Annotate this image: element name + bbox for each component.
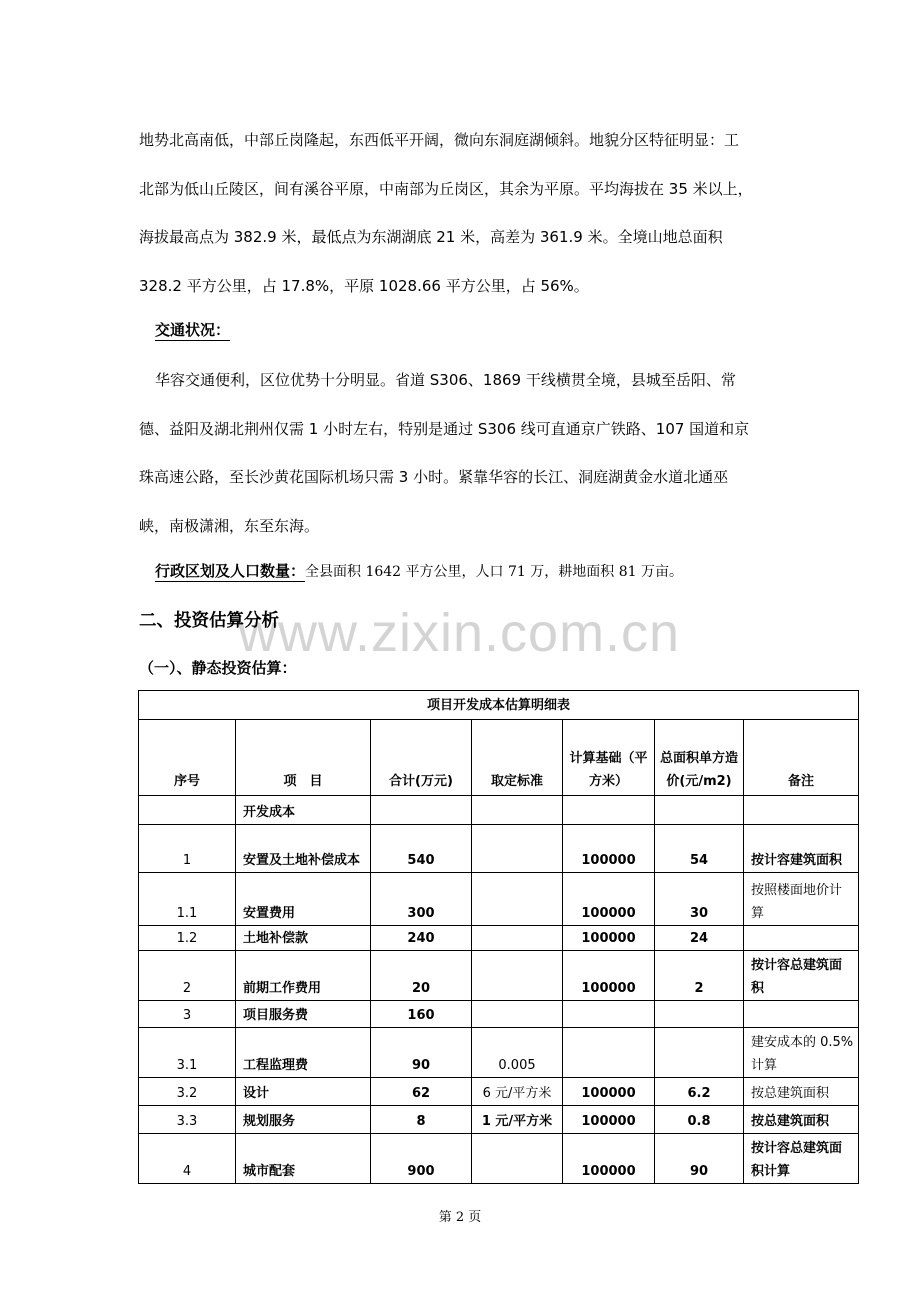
cell-total: 900: [371, 1134, 472, 1184]
cell-standard: [472, 1001, 563, 1028]
cell-seq: 1: [139, 825, 236, 873]
cell-item: 工程监理费: [236, 1028, 371, 1078]
cell-standard: 0.005: [472, 1028, 563, 1078]
table-title: 项目开发成本估算明细表: [139, 691, 859, 720]
cell-base: [563, 1001, 655, 1028]
cell-total: 540: [371, 825, 472, 873]
terrain-paragraph: [139, 116, 789, 310]
cell-standard: 6 元/平方米: [472, 1078, 563, 1106]
cell-total: 8: [371, 1106, 472, 1134]
traffic-paragraph: [139, 356, 789, 550]
table-row: [139, 1078, 859, 1106]
header-base: 计算基础（平方米）: [563, 720, 655, 796]
cell-seq: 2: [139, 951, 236, 1001]
cell-standard: [472, 926, 563, 951]
cell-seq: 3.1: [139, 1028, 236, 1078]
admin-label: 行政区划及人口数量：: [155, 562, 306, 580]
cell-item: 前期工作费用: [236, 951, 371, 1001]
cell-unit-cost: [655, 1001, 744, 1028]
cell-seq: [139, 796, 236, 825]
cell-item: 开发成本: [236, 796, 371, 825]
terrain-line: 北部为低山丘陵区，间有溪谷平原，中南部为丘岗区，其余为平原。平均海拔在 35 米以上，: [139, 179, 753, 198]
cell-base: 100000: [563, 1134, 655, 1184]
section-2-1-title: （一）、静态投资估算：: [139, 659, 297, 677]
cell-standard: [472, 796, 563, 825]
cell-seq: 1.2: [139, 926, 236, 951]
table-row: [139, 951, 859, 1001]
table-row: [139, 873, 859, 926]
traffic-line: 华容交通便利，区位优势十分明显。省道 S306、1869 干线横贯全境，县城至岳阳、常: [155, 371, 736, 389]
terrain-line: 328.2 平方公里，占 17.8%，平原 1028.66 平方公里，占 56%。: [139, 276, 589, 295]
terrain-line: 地势北高南低，中部丘岗隆起，东西低平开阔，微向东洞庭湖倾斜。地貌分区特征明显：工: [139, 131, 740, 149]
header-unit-cost: 总面积单方造价(元/m2): [655, 720, 744, 796]
cell-total: 90: [371, 1028, 472, 1078]
cell-base: 100000: [563, 825, 655, 873]
cell-item: 项目服务费: [236, 1001, 371, 1028]
cell-item: 设计: [236, 1078, 371, 1106]
cell-seq: 3: [139, 1001, 236, 1028]
watermark: www.zixin.com.cn: [238, 603, 681, 663]
cell-base: [563, 1028, 655, 1078]
header-remark: 备注: [744, 720, 859, 796]
cell-seq: 3.2: [139, 1078, 236, 1106]
cell-standard: [472, 1134, 563, 1184]
cell-base: 100000: [563, 1078, 655, 1106]
cell-total: 160: [371, 1001, 472, 1028]
traffic-line: 珠高速公路，至长沙黄花国际机场只需 3 小时。紧靠华容的长江、洞庭湖黄金水道北通巫: [139, 468, 729, 486]
table-row: [139, 1001, 859, 1028]
header-standard: 取定标准: [472, 720, 563, 796]
cell-item: 土地补偿款: [236, 926, 371, 951]
cell-seq: 3.3: [139, 1106, 236, 1134]
cell-total: 300: [371, 873, 472, 926]
header-seq: 序号: [139, 720, 236, 796]
traffic-heading: [155, 319, 230, 340]
table-row: [139, 796, 859, 825]
cell-remark: 按总建筑面积: [744, 1078, 859, 1106]
table-title-row: [139, 691, 859, 720]
cell-seq: 1.1: [139, 873, 236, 926]
cell-standard: 1 元/平方米: [472, 1106, 563, 1134]
cell-base: [563, 796, 655, 825]
cell-remark: 按总建筑面积: [744, 1106, 859, 1134]
terrain-line: 海拔最高点为 382.9 米，最低点为东湖湖底 21 米，高差为 361.9 米。全境山地总面积: [139, 228, 723, 246]
cell-total: 20: [371, 951, 472, 1001]
cell-item: 规划服务: [236, 1106, 371, 1134]
section-2-title: 二、投资估算分析: [139, 611, 279, 631]
cost-table: [138, 690, 859, 1184]
cell-remark: [744, 796, 859, 825]
page-number: 第 2 页: [438, 1210, 482, 1225]
cell-standard: [472, 825, 563, 873]
cell-total: 62: [371, 1078, 472, 1106]
cell-base: 100000: [563, 1106, 655, 1134]
cell-base: 100000: [563, 951, 655, 1001]
cell-remark: 按照楼面地价计算: [744, 873, 859, 926]
cell-unit-cost: 54: [655, 825, 744, 873]
cell-total: 240: [371, 926, 472, 951]
traffic-line: 德、益阳及湖北荆州仅需 1 小时左右，特别是通过 S306 线可直通京广铁路、107 国道和京: [139, 419, 750, 438]
table-body: [139, 796, 859, 1184]
cell-total: [371, 796, 472, 825]
cell-unit-cost: 90: [655, 1134, 744, 1184]
table-row: [139, 1134, 859, 1184]
cell-unit-cost: 30: [655, 873, 744, 926]
cell-unit-cost: 24: [655, 926, 744, 951]
cell-remark: [744, 1001, 859, 1028]
cell-unit-cost: 2: [655, 951, 744, 1001]
header-total: 合计(万元): [371, 720, 472, 796]
table-row: [139, 825, 859, 873]
cell-remark: [744, 926, 859, 951]
cell-item: 安置及土地补偿成本: [236, 825, 371, 873]
cell-remark: 按计容总建筑面积: [744, 951, 859, 1001]
admin-text: 全县面积 1642 平方公里，人口 71 万，耕地面积 81 万亩。: [305, 564, 683, 580]
table-header-row: [139, 720, 859, 796]
cell-remark: 按计容建筑面积: [744, 825, 859, 873]
cell-unit-cost: [655, 1028, 744, 1078]
cell-remark: 建安成本的 0.5%计算: [744, 1028, 859, 1078]
traffic-line: 峡，南极潇湘，东至东海。: [139, 516, 320, 535]
cell-base: 100000: [563, 926, 655, 951]
cell-seq: 4: [139, 1134, 236, 1184]
cell-item: 安置费用: [236, 873, 371, 926]
cell-base: 100000: [563, 873, 655, 926]
table-row: [139, 1106, 859, 1134]
cell-unit-cost: 0.8: [655, 1106, 744, 1134]
table-row: [139, 926, 859, 951]
cell-standard: [472, 873, 563, 926]
cell-unit-cost: 6.2: [655, 1078, 744, 1106]
cell-standard: [472, 951, 563, 1001]
table-row: [139, 1028, 859, 1078]
cell-item: 城市配套: [236, 1134, 371, 1184]
traffic-heading-text: 交通状况：: [155, 321, 231, 339]
cell-unit-cost: [655, 796, 744, 825]
cell-remark: 按计容总建筑面积计算: [744, 1134, 859, 1184]
admin-paragraph: [155, 560, 683, 581]
header-item: 项 目: [236, 720, 371, 796]
